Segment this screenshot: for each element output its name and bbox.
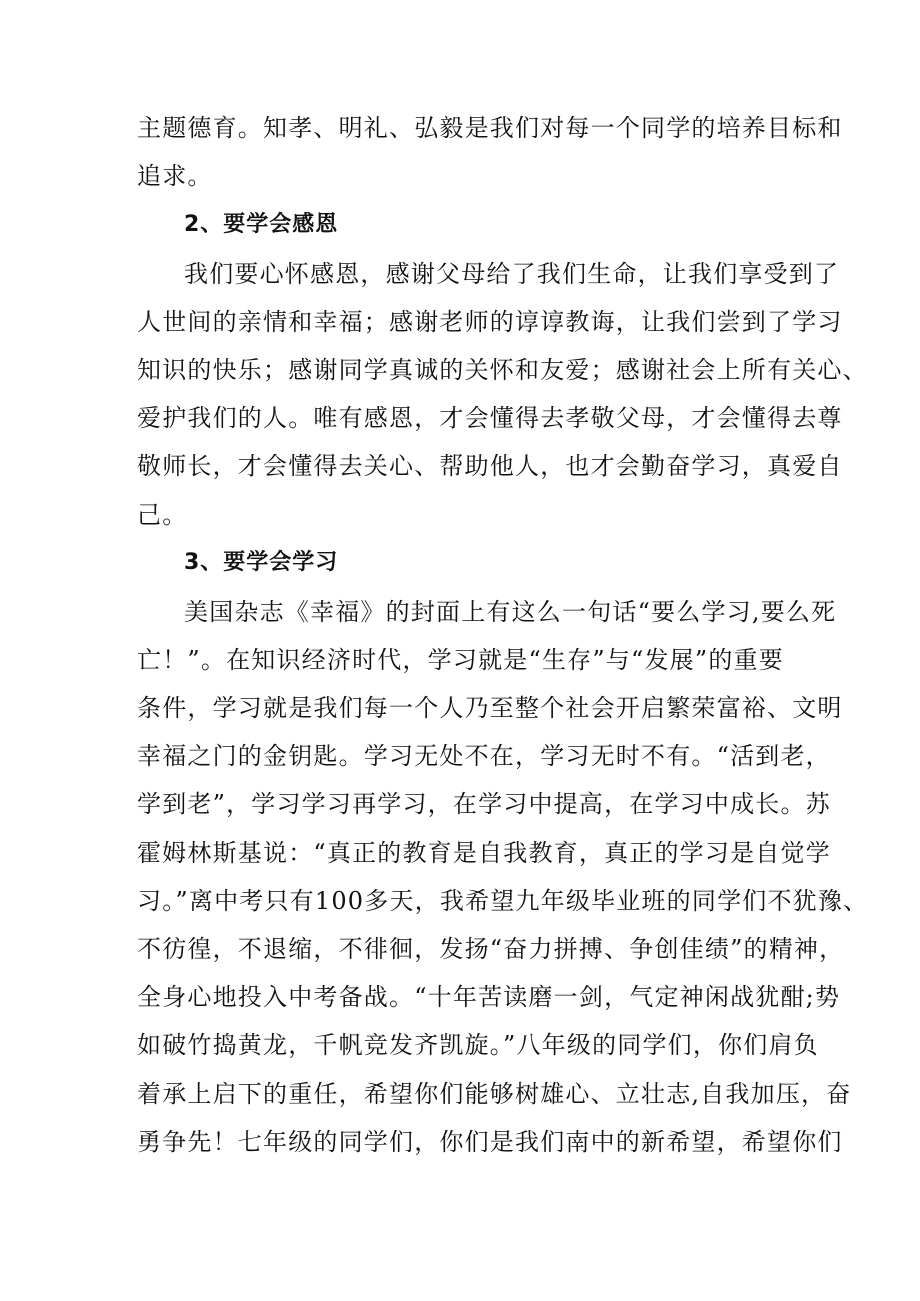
paragraph-line: 幸福之门的金钥匙。学习无处不在，学习无时不有。“活到老， [137,742,831,770]
paragraph-line: 勇争先！七年级的同学们，你们是我们南中的新希望，希望你们 [137,1128,843,1156]
paragraph-line: 霍姆林斯基说：“真正的教育是自我教育，真正的学习是自觉学 [137,839,831,867]
paragraph-line: 全身心地投入中考备战。“十年苦读磨一剑，气定神闲战犹酣;势 [137,983,841,1011]
paragraph-line: 美国杂志《幸福》的封面上有这么一句话“要么学习,要么死 [184,598,837,626]
paragraph-line: 学到老”，学习学习再学习，在学习中提高，在学习中成长。苏 [137,790,831,818]
paragraph-line: 追求。 [137,162,213,190]
paragraph-line: 爱护我们的人。唯有感恩，才会懂得去孝敬父母，才会懂得去尊 [137,404,843,432]
paragraph-line: 我们要心怀感恩，感谢父母给了我们生命，让我们享受到了 [184,260,840,288]
paragraph-line: 习。”离中考只有100多天，我希望九年级毕业班的同学们不犹豫、 [137,887,869,915]
section-heading-learning: 3、要学会学习 [184,550,339,575]
paragraph-line: 如破竹捣黄龙，千帆竞发齐凯旋。”八年级的同学们，你们肩负 [137,1031,819,1059]
section-heading-gratitude: 2、要学会感恩 [184,212,339,237]
paragraph-line: 敬师长，才会懂得去关心、帮助他人，也才会勤奋学习，真爱自 [137,452,843,480]
paragraph-line: 人世间的亲情和幸福；感谢老师的谆谆教诲，让我们尝到了学习 [137,308,843,336]
paragraph-line: 己。 [137,501,188,529]
paragraph-line: 着承上启下的重任，希望你们能够树雄心、立壮志,自我加压，奋 [137,1080,852,1108]
paragraph-line: 主题德育。知孝、明礼、弘毅是我们对每一个同学的培养目标和 [137,114,843,142]
paragraph-line: 不彷徨，不退缩，不徘徊，发扬“奋力拼搏、争创佳绩”的精神， [137,935,845,963]
paragraph-line: 亡！”。在知识经济时代，学习就是“生存”与“发展”的重要 [137,646,784,674]
paragraph-line: 知识的快乐；感谢同学真诚的关怀和友爱；感谢社会上所有关心、 [137,356,868,384]
paragraph-line: 条件，学习就是我们每一个人乃至整个社会开启繁荣富裕、文明 [137,694,843,722]
